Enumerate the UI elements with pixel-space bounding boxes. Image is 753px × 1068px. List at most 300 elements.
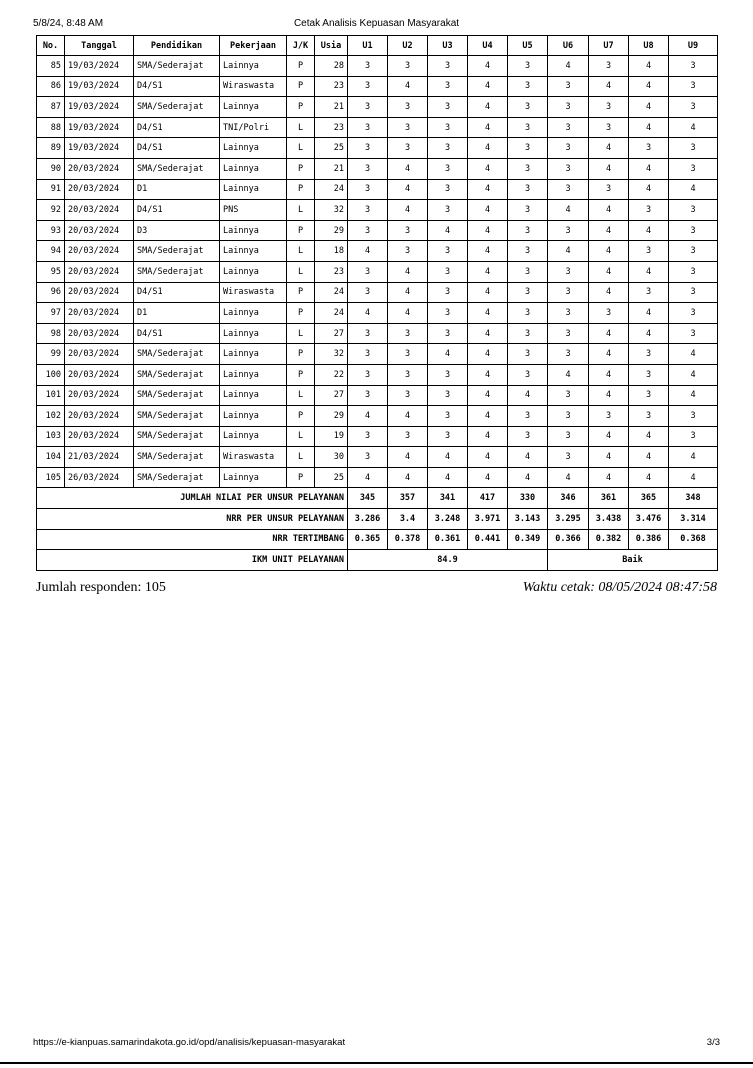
table-cell: 3 — [669, 220, 718, 241]
table-cell: 3 — [548, 76, 589, 97]
summary-value: 345 — [348, 488, 388, 509]
ikm-row — [37, 550, 718, 571]
column-header: J/K — [287, 36, 315, 56]
table-cell: 25 — [315, 138, 348, 159]
table-cell: 4 — [589, 323, 629, 344]
table-cell: 3 — [508, 200, 548, 221]
table-cell: 4 — [468, 364, 508, 385]
table-row — [37, 447, 718, 468]
table-cell: 87 — [37, 97, 65, 118]
table-row — [37, 261, 718, 282]
table-cell: 29 — [315, 406, 348, 427]
table-cell: 4 — [589, 364, 629, 385]
table-cell: 3 — [508, 241, 548, 262]
table-cell: 4 — [629, 467, 669, 488]
table-cell: 4 — [468, 138, 508, 159]
table-cell: 4 — [589, 200, 629, 221]
table-cell: TNI/Polri — [220, 117, 287, 138]
table-cell: 32 — [315, 344, 348, 365]
table-cell: 4 — [589, 467, 629, 488]
table-cell: 3 — [589, 56, 629, 77]
table-cell: 3 — [348, 282, 388, 303]
table-cell: 3 — [388, 138, 428, 159]
table-cell: 4 — [468, 344, 508, 365]
table-cell: 3 — [629, 385, 669, 406]
table-cell: 3 — [508, 303, 548, 324]
table-row — [37, 467, 718, 488]
table-cell: 3 — [548, 426, 589, 447]
summary-value: 3.143 — [508, 509, 548, 530]
table-cell: 20/03/2024 — [65, 323, 134, 344]
table-cell: 4 — [669, 344, 718, 365]
table-cell: 3 — [428, 138, 468, 159]
ikm-value: 84.9 — [348, 550, 548, 571]
print-date: 5/8/24, 8:48 AM — [33, 18, 104, 29]
summary-value: 341 — [428, 488, 468, 509]
column-header: Usia — [315, 36, 348, 56]
table-cell: 4 — [629, 179, 669, 200]
table-cell: 4 — [669, 179, 718, 200]
table-cell: 4 — [589, 447, 629, 468]
table-cell: 28 — [315, 56, 348, 77]
table-cell: 4 — [468, 97, 508, 118]
column-header: U3 — [428, 36, 468, 56]
table-cell: 3 — [669, 241, 718, 262]
table-cell: SMA/Sederajat — [134, 447, 220, 468]
table-cell: 20/03/2024 — [65, 158, 134, 179]
table-cell: 3 — [388, 220, 428, 241]
table-cell: 3 — [388, 323, 428, 344]
table-cell: L — [287, 138, 315, 159]
table-cell: 3 — [508, 158, 548, 179]
table-cell: 4 — [388, 303, 428, 324]
table-cell: 4 — [589, 426, 629, 447]
summary-value: 348 — [669, 488, 718, 509]
table-cell: Lainnya — [220, 138, 287, 159]
table-cell: 4 — [388, 179, 428, 200]
table-row — [37, 344, 718, 365]
table-row — [37, 406, 718, 427]
summary-value: 0.361 — [428, 529, 468, 550]
table-cell: SMA/Sederajat — [134, 426, 220, 447]
table-cell: 96 — [37, 282, 65, 303]
table-cell: 20/03/2024 — [65, 200, 134, 221]
table-row — [37, 282, 718, 303]
table-cell: 3 — [629, 406, 669, 427]
table-cell: 3 — [508, 56, 548, 77]
table-cell: 4 — [388, 158, 428, 179]
table-cell: 4 — [669, 364, 718, 385]
column-header: U9 — [669, 36, 718, 56]
table-cell: Lainnya — [220, 158, 287, 179]
table-cell: 3 — [428, 97, 468, 118]
table-row — [37, 323, 718, 344]
column-header: U4 — [468, 36, 508, 56]
table-cell: SMA/Sederajat — [134, 385, 220, 406]
table-cell: 3 — [348, 76, 388, 97]
page-url: https://e-kianpuas.samarindakota.go.id/opd/analisis/kepuasan-masyarakat — [33, 1037, 346, 1048]
table-cell: 100 — [37, 364, 65, 385]
table-cell: 4 — [629, 56, 669, 77]
table-cell: 4 — [669, 447, 718, 468]
table-cell: Lainnya — [220, 241, 287, 262]
table-cell: 4 — [428, 344, 468, 365]
table-cell: 4 — [669, 117, 718, 138]
table-cell: 4 — [629, 97, 669, 118]
table-cell: D1 — [134, 179, 220, 200]
table-cell: 3 — [348, 117, 388, 138]
table-cell: 22 — [315, 364, 348, 385]
table-cell: 3 — [428, 385, 468, 406]
table-cell: 4 — [348, 467, 388, 488]
table-cell: 86 — [37, 76, 65, 97]
table-cell: 99 — [37, 344, 65, 365]
table-cell: Lainnya — [220, 303, 287, 324]
table-cell: 4 — [428, 447, 468, 468]
table-cell: 3 — [348, 220, 388, 241]
table-header-row — [37, 36, 718, 56]
summary-value: 3.314 — [669, 509, 718, 530]
table-cell: 94 — [37, 241, 65, 262]
table-cell: 3 — [388, 364, 428, 385]
table-cell: Lainnya — [220, 261, 287, 282]
table-cell: 3 — [428, 200, 468, 221]
table-cell: 3 — [428, 282, 468, 303]
table-cell: 23 — [315, 76, 348, 97]
table-row — [37, 200, 718, 221]
table-cell: 3 — [508, 344, 548, 365]
table-cell: D4/S1 — [134, 200, 220, 221]
table-cell: 3 — [428, 406, 468, 427]
nrr-tertimbang-row — [37, 529, 718, 550]
table-cell: 4 — [589, 282, 629, 303]
summary-label: JUMLAH NILAI PER UNSUR PELAYANAN — [37, 488, 348, 509]
column-header: U7 — [589, 36, 629, 56]
table-cell: 4 — [629, 323, 669, 344]
table-cell: 3 — [428, 323, 468, 344]
table-cell: 3 — [669, 97, 718, 118]
table-cell: 4 — [629, 158, 669, 179]
table-cell: 19/03/2024 — [65, 138, 134, 159]
table-cell: 3 — [548, 179, 589, 200]
table-cell: 19/03/2024 — [65, 56, 134, 77]
summary-value: 3.248 — [428, 509, 468, 530]
table-cell: 4 — [669, 467, 718, 488]
table-cell: 3 — [629, 200, 669, 221]
table-cell: 4 — [629, 447, 669, 468]
table-cell: 4 — [468, 447, 508, 468]
table-cell: D4/S1 — [134, 138, 220, 159]
table-cell: 20/03/2024 — [65, 282, 134, 303]
table-cell: 3 — [508, 97, 548, 118]
table-cell: 4 — [548, 241, 589, 262]
table-cell: 26/03/2024 — [65, 467, 134, 488]
table-cell: 4 — [589, 261, 629, 282]
table-cell: 3 — [669, 56, 718, 77]
table-cell: 3 — [669, 261, 718, 282]
table-cell: 4 — [468, 117, 508, 138]
table-cell: 3 — [428, 158, 468, 179]
table-cell: 3 — [388, 97, 428, 118]
table-cell: 4 — [589, 158, 629, 179]
table-cell: 4 — [468, 426, 508, 447]
table-cell: 20/03/2024 — [65, 385, 134, 406]
table-cell: 3 — [508, 76, 548, 97]
table-cell: 3 — [428, 76, 468, 97]
table-cell: 23 — [315, 117, 348, 138]
table-cell: 4 — [468, 323, 508, 344]
table-cell: 3 — [548, 447, 589, 468]
table-cell: 4 — [629, 76, 669, 97]
table-cell: SMA/Sederajat — [134, 97, 220, 118]
table-cell: 4 — [548, 56, 589, 77]
table-cell: P — [287, 303, 315, 324]
table-cell: L — [287, 200, 315, 221]
table-row — [37, 76, 718, 97]
table-cell: 24 — [315, 179, 348, 200]
table-cell: 4 — [388, 261, 428, 282]
table-cell: 20/03/2024 — [65, 364, 134, 385]
table-row — [37, 385, 718, 406]
table-cell: Lainnya — [220, 344, 287, 365]
table-cell: 88 — [37, 117, 65, 138]
table-cell: 3 — [629, 138, 669, 159]
table-cell: 4 — [589, 220, 629, 241]
table-cell: 3 — [548, 303, 589, 324]
table-row — [37, 56, 718, 77]
table-cell: 3 — [388, 117, 428, 138]
table-cell: 3 — [589, 97, 629, 118]
table-cell: Lainnya — [220, 467, 287, 488]
table-cell: 3 — [348, 447, 388, 468]
table-cell: 3 — [388, 344, 428, 365]
table-cell: 3 — [348, 56, 388, 77]
table-cell: 90 — [37, 158, 65, 179]
table-cell: 4 — [348, 406, 388, 427]
column-header: Tanggal — [65, 36, 134, 56]
summary-value: 3.286 — [348, 509, 388, 530]
table-cell: 3 — [348, 323, 388, 344]
table-cell: D4/S1 — [134, 117, 220, 138]
table-cell: 3 — [388, 241, 428, 262]
table-cell: 20/03/2024 — [65, 344, 134, 365]
summary-value: 361 — [589, 488, 629, 509]
table-row — [37, 97, 718, 118]
table-cell: D1 — [134, 303, 220, 324]
table-cell: 3 — [508, 261, 548, 282]
table-cell: 3 — [428, 426, 468, 447]
table-cell: 3 — [428, 303, 468, 324]
summary-value: 0.366 — [548, 529, 589, 550]
table-cell: 95 — [37, 261, 65, 282]
table-row — [37, 426, 718, 447]
summary-value: 3.4 — [388, 509, 428, 530]
print-time: Waktu cetak: 08/05/2024 08:47:58 — [522, 580, 717, 595]
page-number: 3/3 — [706, 1037, 720, 1048]
summary-value: 0.378 — [388, 529, 428, 550]
table-cell: 3 — [508, 179, 548, 200]
table-row — [37, 303, 718, 324]
table-cell: L — [287, 241, 315, 262]
column-header: Pekerjaan — [220, 36, 287, 56]
summary-value: 0.349 — [508, 529, 548, 550]
table-cell: 3 — [548, 117, 589, 138]
table-cell: L — [287, 426, 315, 447]
table-cell: 3 — [669, 138, 718, 159]
table-cell: 3 — [428, 364, 468, 385]
column-header: U8 — [629, 36, 669, 56]
table-cell: 3 — [348, 200, 388, 221]
table-cell: 3 — [669, 158, 718, 179]
table-cell: 4 — [669, 385, 718, 406]
table-cell: SMA/Sederajat — [134, 406, 220, 427]
table-cell: 4 — [388, 406, 428, 427]
table-cell: SMA/Sederajat — [134, 56, 220, 77]
table-cell: 3 — [548, 97, 589, 118]
table-cell: 4 — [629, 220, 669, 241]
table-cell: 3 — [629, 282, 669, 303]
table-cell: 20/03/2024 — [65, 241, 134, 262]
table-cell: 19 — [315, 426, 348, 447]
summary-value: 0.386 — [629, 529, 669, 550]
table-cell: SMA/Sederajat — [134, 158, 220, 179]
column-header: U6 — [548, 36, 589, 56]
respondent-count: Jumlah responden: 105 — [36, 580, 166, 595]
table-cell: 3 — [348, 97, 388, 118]
table-cell: Lainnya — [220, 97, 287, 118]
table-cell: L — [287, 261, 315, 282]
table-cell: 3 — [669, 406, 718, 427]
table-cell: 4 — [629, 117, 669, 138]
table-cell: 3 — [508, 138, 548, 159]
summary-value: 357 — [388, 488, 428, 509]
table-cell: 3 — [629, 241, 669, 262]
table-cell: 3 — [669, 323, 718, 344]
table-row — [37, 241, 718, 262]
table-cell: 4 — [468, 158, 508, 179]
table-cell: 3 — [548, 158, 589, 179]
table-cell: 3 — [548, 385, 589, 406]
table-row — [37, 117, 718, 138]
table-cell: 3 — [548, 282, 589, 303]
table-cell: 4 — [468, 179, 508, 200]
table-cell: 4 — [508, 467, 548, 488]
table-cell: 30 — [315, 447, 348, 468]
table-cell: L — [287, 385, 315, 406]
table-cell: 32 — [315, 200, 348, 221]
summary-value: 365 — [629, 488, 669, 509]
table-cell: 4 — [508, 447, 548, 468]
table-cell: 3 — [589, 179, 629, 200]
summary-value: 3.476 — [629, 509, 669, 530]
table-cell: 3 — [508, 406, 548, 427]
table-cell: 4 — [468, 385, 508, 406]
table-cell: 3 — [348, 158, 388, 179]
table-cell: 4 — [468, 261, 508, 282]
table-cell: 4 — [629, 261, 669, 282]
table-cell: 4 — [548, 364, 589, 385]
table-cell: 4 — [589, 344, 629, 365]
table-cell: Lainnya — [220, 220, 287, 241]
table-cell: 97 — [37, 303, 65, 324]
table-cell: 4 — [468, 200, 508, 221]
table-cell: 4 — [388, 467, 428, 488]
table-cell: 3 — [508, 117, 548, 138]
table-cell: Lainnya — [220, 406, 287, 427]
table-cell: 93 — [37, 220, 65, 241]
table-cell: Lainnya — [220, 56, 287, 77]
table-cell: 3 — [508, 282, 548, 303]
table-cell: 3 — [669, 282, 718, 303]
summary-value: 0.368 — [669, 529, 718, 550]
table-cell: SMA/Sederajat — [134, 261, 220, 282]
table-cell: Wiraswasta — [220, 447, 287, 468]
table-cell: L — [287, 323, 315, 344]
page-title: Cetak Analisis Kepuasan Masyarakat — [293, 18, 460, 29]
summary-value: 346 — [548, 488, 589, 509]
table-cell: 3 — [629, 364, 669, 385]
table-cell: 3 — [428, 56, 468, 77]
table-cell: 89 — [37, 138, 65, 159]
table-cell: Lainnya — [220, 426, 287, 447]
table-cell: 4 — [589, 241, 629, 262]
table-cell: 4 — [468, 241, 508, 262]
table-cell: 3 — [589, 406, 629, 427]
table-cell: 3 — [388, 385, 428, 406]
table-cell: 4 — [508, 385, 548, 406]
table-cell: 3 — [548, 323, 589, 344]
table-cell: 3 — [348, 261, 388, 282]
table-cell: SMA/Sederajat — [134, 364, 220, 385]
table-cell: PNS — [220, 200, 287, 221]
table-cell: 4 — [348, 241, 388, 262]
table-cell: 3 — [629, 344, 669, 365]
table-cell: 4 — [388, 76, 428, 97]
table-cell: 91 — [37, 179, 65, 200]
table-cell: 24 — [315, 303, 348, 324]
table-cell: 4 — [468, 406, 508, 427]
table-cell: 4 — [548, 467, 589, 488]
table-cell: 3 — [508, 323, 548, 344]
table-cell: 3 — [548, 406, 589, 427]
table-cell: 102 — [37, 406, 65, 427]
table-cell: P — [287, 364, 315, 385]
table-cell: P — [287, 76, 315, 97]
table-cell: 18 — [315, 241, 348, 262]
table-cell: 3 — [348, 426, 388, 447]
table-cell: 3 — [548, 261, 589, 282]
table-cell: 20/03/2024 — [65, 261, 134, 282]
table-cell: P — [287, 158, 315, 179]
table-cell: 19/03/2024 — [65, 97, 134, 118]
table-cell: 20/03/2024 — [65, 406, 134, 427]
table-cell: P — [287, 97, 315, 118]
table-cell: P — [287, 344, 315, 365]
table-cell: 3 — [388, 56, 428, 77]
column-header: No. — [37, 36, 65, 56]
table-cell: 27 — [315, 385, 348, 406]
table-cell: D3 — [134, 220, 220, 241]
table-cell: 3 — [428, 261, 468, 282]
table-cell: 4 — [468, 282, 508, 303]
table-cell: 3 — [348, 364, 388, 385]
table-cell: 3 — [669, 76, 718, 97]
table-cell: 3 — [428, 117, 468, 138]
table-cell: P — [287, 179, 315, 200]
table-cell: SMA/Sederajat — [134, 344, 220, 365]
table-cell: 4 — [388, 282, 428, 303]
ikm-grade: Baik — [548, 550, 718, 571]
